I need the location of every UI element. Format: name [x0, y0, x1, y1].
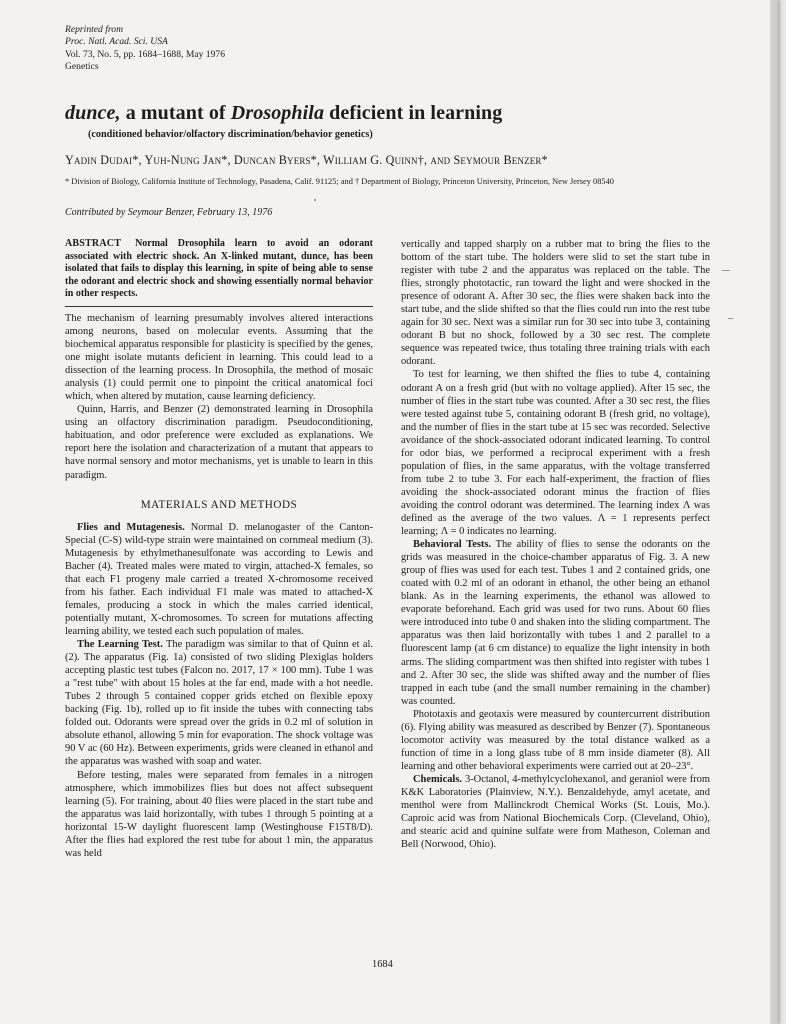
contributed-by: Contributed by Seymour Benzer, February 13, 1976 [65, 207, 273, 218]
flies-text: Normal D. melanogaster of the Canton-Special (C-S) wild-type strain were maintained on cornmeal medium (3). Mutagenesis by ethylmethanesulfonate was according to Lewis and Bacher (4). Treated males were mated to virgin, attached-X females, so that each F1 progeny male carried a treated X-chromosome received from his father. Each individual F1 male was mated to attached-X females, producing a stock in which the males carried identical, potentially mutant, X-chromosomes. To screen for mutations affecting learning ability, we tested each such population of males. [65, 521, 374, 637]
abstract-rule [65, 306, 373, 307]
speck-mark [314, 199, 316, 201]
intro-paragraph-2: Quinn, Harris, and Benzer (2) demonstrated learning in Drosophila using an olfactory discrimination paradigm. Pseudoconditioning, habituation, and odor preference were excluded as explanations. We report here the isolation and characterization of a mutant that appears to have normal sensory and motor mechanisms, yet is unable to learn in this paradigm. [65, 404, 373, 481]
affiliations: * Division of Biology, California Institute of Technology, Pasadena, Calif. 91125; and † Department of Biology, Princeton University, Princeton, New Jersey 08540 [65, 177, 614, 186]
abstract [65, 238, 373, 301]
right-column [401, 238, 710, 851]
testing-paragraph: To test for learning, we then shifted the flies to tube 4, containing odorant A on a fresh grid (but with no voltage applied). After 15 sec, the number of flies in the start tube was counted. After a 30 sec rest, the flies were tested against tube 5, containing odorant B (fresh grid, no voltage), and the number of flies in the start tube at 15 sec was recorded. Selective avoidance of the shock-associated odorant indicated learning. To control for odor bias, we performed a reciprocal experiment with a fresh population of flies, in the same apparatus, with the voltage transferred from tube 2 to tube 3. For each half-experiment, the fraction of flies avoiding the shock-associated odorant minus the fraction of flies avoiding the control odorant was determined. The learning index Λ was defined as the average of the two values. Λ = 1 represents perfect learning; Λ = 0 indicates no learning. [401, 369, 710, 538]
author-list: Yadin Dudai*, Yuh-Nung Jan*, Duncan Byers*, William G. Quinn†, and Seymour Benzer* [65, 153, 548, 167]
methods-heading: MATERIALS AND METHODS [140, 498, 298, 511]
abstract-text: Normal Drosophila learn to avoid an odorant associated with electric shock. An X-linked mutant, dunce, has been isolated that fails to display this learning, in spite of being able to sense the odorant and electric shock and showing essentially normal behavior in other respects. [65, 238, 373, 300]
volume-info: Vol. 73, No. 5, pp. 1684–1688, May 1976 [65, 48, 225, 60]
behavioral-paragraph [401, 538, 710, 708]
abstract-heading: ABSTRACT [65, 238, 122, 249]
flies-lead: Flies and Mutagenesis. [77, 521, 185, 533]
learning-test-paragraph [65, 638, 373, 768]
learning-test-text: The paradigm was similar to that of Quinn et al. (2). The apparatus (Fig. 1a) consisted of two sliding Plexiglas holders accepting plastic test tubes (Falcon no. 2017, 17 × 100 mm). Tube 1 was a "rest tube" with about 15 holes at the far end, made with a hot needle. Tubes 2 through 5 contained copper grids etched on flexible epoxy backing (Fig. 1b), rolled up to fit inside the tubes with connecting tabs folded out. Odorants were spread over the grids in 0.2 ml of solution in absolute ethanol, allowing 5 min for evaporation. The shock voltage was 90 V ac (60 Hz). Between experiments, grids were cleaned in ethanol and the apparatus was washed with soap and water. [65, 639, 373, 768]
title-end: deficient in learning [324, 102, 503, 124]
reprinted-label: Reprinted from [65, 24, 123, 35]
chemicals-text: 3-Octanol, 4-methylcyclohexanol, and geraniol were from K&K Laboratories (Plainview, N.Y.). Benzaldehyde, amyl acetate, and menthol were from Mallinckrodt Chemical Works (St. Louis, Mo.). Caproic acid was from National Biochemicals Corp. (Cleveland, Ohio), and stearic acid and quinine sulfate were from Matheson, Coleman and Bell (Norwood, Ohio). [401, 773, 710, 851]
left-column [65, 238, 373, 860]
title-genus: Drosophila [230, 102, 325, 124]
flies-paragraph [65, 521, 373, 638]
journal-name: Proc. Natl. Acad. Sci. USA [65, 36, 168, 48]
reprint-header [65, 24, 225, 73]
margin-mark [728, 318, 733, 319]
training-paragraph: vertically and tapped sharply on a rubber mat to bring the flies to the bottom of the start tube. The holders were slid to set the start tube in register with tube 2 and the apparatus was replaced on the table. The flies, strongly phototactic, ran toward the light and were shocked in the presence of odorant A. After 30 sec, the flies were shaken back into the start tube, and the slide shifted so that the flies could run into the rest tube again for 30 sec. Next was a similar run for 30 sec into tube 3, containing odorant B but no shock, followed by a 30 sec rest. The complete sequence was repeated twice, thus totaling three training trials with each odorant. [401, 239, 710, 368]
chemicals-paragraph [401, 773, 710, 851]
intro-paragraph-1: The mechanism of learning presumably involves altered interactions among neurons, based on molecular events. Assuming that the biochemical apparatus responsible for plasticity is specified by the genes, one might isolate mutants deficient in learning. This could lead to a dissection of the learning process. In Drosophila, the method of mosaic analysis (1) could permit one to pinpoint the critical anatomical foci which, when altered by mutation, cause learning deficiency. [65, 312, 373, 403]
title-gene-name: dunce, [65, 102, 121, 124]
learning-test-lead: The Learning Test. [77, 639, 163, 651]
phototaxis-paragraph: Phototaxis and geotaxis were measured by countercurrent distribution (6). Flying ability was measured as described by Benzer (7). Spontaneous locomotor activity was measured by the total distance walked as a function of time in a long glass tube of 8 mm inside diameter (8). All learning and other behavioral experiments were carried out at 20–23°. [401, 708, 710, 772]
page-number: 1684 [372, 959, 393, 970]
section-label: Genetics [65, 60, 99, 72]
title-middle: a mutant of [120, 102, 231, 124]
behavioral-text: The ability of flies to sense the odorants on the grids was measured in the choice-chamber apparatus of Fig. 3. A new group of flies was used for each test. Tubes 1 and 2 contained grids, one coated with 0.2 ml of an odorant in ethanol, the other being an ethanol blank. As in the learning experiments, the ethanol was allowed to evaporate beforehand. Each grid was used for two runs. About 60 flies were introduced into tube 0 and shaken into the sliding compartment. The apparatus was then laid horizontally with tubes 1 and 2 parallel to a fluorescent lamp (at 6 cm distance) to equalize the light intensity in both arms. The sliding compartment was then shifted into register with tubes 1 and 2. After 30 sec, the slide was shifted away and the number of flies trapped in each tube (and the small number remaining in the chamber) was counted. [401, 539, 710, 707]
page-edge [770, 0, 778, 1024]
behavioral-lead: Behavioral Tests. [413, 539, 492, 551]
article-title [65, 102, 502, 125]
keywords: (conditioned behavior/olfactory discrimination/behavior genetics) [88, 129, 373, 140]
before-testing-paragraph: Before testing, males were separated from females in a nitrogen atmosphere, which immobilizes flies but does not affect subsequent learning (5). For training, about 40 flies were placed in the start tube and the apparatus was laid horizontally, with tubes 1 through 5 pointing at a horizontal 15-W daylight fluorescent lamp (Westinghouse F15T8/D). After the flies had explored the rest tube for about 1 min, the apparatus was held [65, 769, 373, 859]
chemicals-lead: Chemicals. [413, 773, 462, 785]
margin-mark [722, 270, 730, 271]
